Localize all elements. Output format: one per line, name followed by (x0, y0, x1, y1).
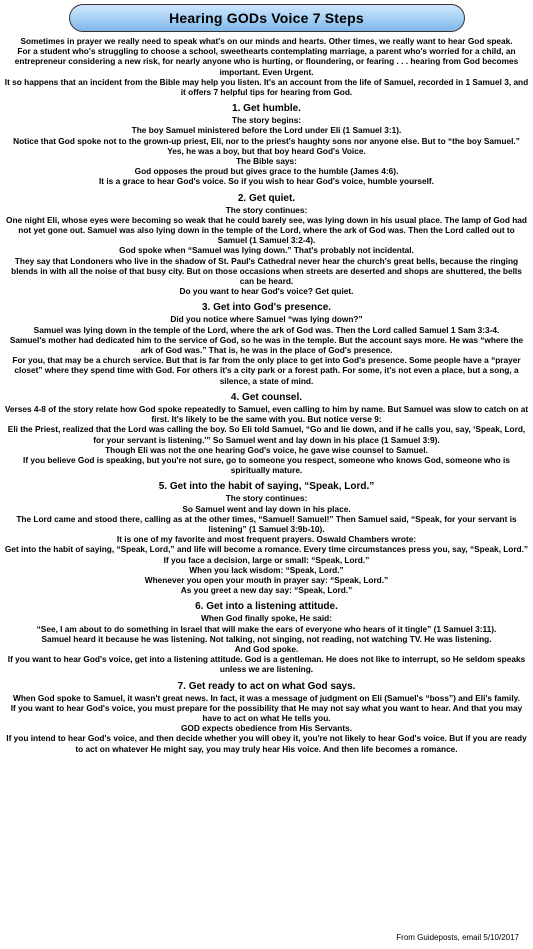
step-paragraph: It is a grace to hear God's voice. So if you wish to hear God's voice, humble yourself. (99, 176, 434, 187)
step-heading: 7. Get ready to act on what God says. (177, 680, 356, 692)
step-paragraph: If you believe God is speaking, but you're not sure, go to someone you respect, someone who knows God, someone who is spiritually mature. (23, 454, 510, 476)
step-paragraph: Verses 4-8 of the story relate how God spoke repeatedly to Samuel, even calling to him by name. But Samuel was slow to catch on at first. It's likely to be the same with you. But notice verse 9: (4, 403, 529, 425)
step-paragraph: Whenever you open your mouth in prayer say: “Speak, Lord.” (144, 574, 389, 585)
step-heading: 4. Get counsel. (230, 391, 303, 403)
step-heading: 5. Get into the habit of saying, “Speak, Lord.” (158, 481, 375, 493)
step-paragraph: They say that Londoners who live in the shadow of St. Paul's Cathedral never hear the church's great bells, because the ringing blends in with all the noise of that busy city. But on those occasions when streets are deserted and shops are shuttered, the bells can be heard. (11, 255, 522, 287)
step-paragraph: When God spoke to Samuel, it wasn't great news. In fact, it was a message of judgment on Eli (Samuel's “boss”) and Eli's family. (13, 692, 520, 703)
document-body (0, 36, 533, 754)
step-subheading: The Bible says: (236, 156, 297, 167)
step-heading: 2. Get quiet. (237, 192, 296, 204)
step-paragraph: Though Eli was not the one hearing God's voice, he gave wise counsel to Samuel. (105, 444, 428, 455)
step-paragraph: If you face a decision, large or small: “Speak, Lord.” (163, 554, 370, 565)
step-paragraph: Get into the habit of saying, “Speak, Lord,” and life will become a romance. Every time circumstances press you, say, “Speak, Lord.” (4, 544, 529, 555)
step-paragraph: Samuel's mother had dedicated him to the service of God, so he was in the temple. But the account says more. He was “where the ark of God was.” That is, he was in the place of God's presence. (9, 334, 524, 356)
step-subheading: When God finally spoke, He said: (201, 613, 332, 624)
step-paragraph: If you want to hear God's voice, you must prepare for the possibility that He may not say what you want to hear. And that you may have to act on what He tells you. (10, 702, 523, 723)
step-paragraph: The Lord came and stood there, calling as at the other times, “Samuel! Samuel!” Then Samuel said, “Speak, for your servant is listening” (1 Samuel 3:9b-10). (16, 513, 517, 534)
title-banner (0, 0, 533, 36)
step-heading: 1. Get humble. (232, 103, 301, 115)
intro-paragraph: For a student who's struggling to choose a school, sweethearts contemplating marriage, a parent who's worried for a child, an entrepreneur considering a new risk, for nearly anyone who is hurting, or floundering, or fearing . . . hearing from God becomes important. Even Urgent. (14, 46, 519, 77)
step-paragraph: One night Eli, whose eyes were becoming so weak that he could barely see, was lying down in his usual place. The lamp of God had not yet gone out. Samuel was also lying down in the temple of the Lord, where the ark of God was. Then the Lord called out to Samuel (1 Samuel 3:2-4). (6, 214, 527, 246)
step-paragraph: Do you want to hear God's voice? Get quiet. (179, 286, 354, 297)
step-paragraph: “See, I am about to do something in Israel that will make the ears of everyone who hears of it tingle” (1 Samuel 3:11). (36, 623, 497, 634)
step-heading: 3. Get into God's presence. (201, 302, 332, 314)
step-paragraph: As you greet a new day say: “Speak, Lord.” (180, 585, 353, 596)
step-paragraph: GOD expects obedience from His Servants. (180, 723, 353, 734)
intro-paragraph: Sometimes in prayer we really need to speak what's on our minds and hearts. Other times, we really want to hear God speak. (20, 36, 513, 46)
step-subheading: The story begins: (231, 115, 302, 126)
step-paragraph: Samuel heard it because he was listening. Not talking, not singing, not reading, not watching TV. He was listening. (41, 633, 492, 644)
step-subheading: The story continues: (225, 204, 308, 215)
step-paragraph: Eli the Priest, realized that the Lord was calling the boy. So Eli told Samuel, “Go and lie down, and if he calls you, say, ‘Speak, Lord, for your servant is listening.'” So Samuel went and lay down in his place (1 Samuel 3:9). (7, 424, 526, 445)
step-paragraph: It is one of my favorite and most frequent prayers. Oswald Chambers wrote: (116, 534, 417, 545)
intro-paragraph: It so happens that an incident from the Bible may help you listen. It's an account from the life of Samuel, recorded in 1 Samuel 3, and it offers 7 helpful tips for hearing from God. (4, 76, 529, 98)
step-paragraph: Notice that God spoke not to the grown-up priest, Eli, nor to the priest's haughty sons nor anyone else. But to “the boy Samuel.” Yes, he was a boy, but that boy heard God's Voice. (13, 135, 520, 156)
step-paragraph: And God spoke. (234, 643, 299, 654)
step-paragraph: So Samuel went and lay down in his place. (182, 503, 351, 514)
step-paragraph: For you, that may be a church service. But that is far from the only place to get into God's presence. Some people have a “prayer closet” where they spend time with God. For others it's a city park or a forest path. For some, it's not even a place, but a song, a silence, a state of mind. (12, 355, 521, 386)
step-paragraph: If you intend to hear God's voice, and then decide whether you will obey it, you're not likely to hear God's voice. But if you are ready to act on whatever He might say, you may truly hear His voice. And then life becomes a romance. (6, 733, 527, 754)
source-footer: From Guideposts, email 5/10/2017 (396, 933, 519, 942)
step-paragraph: God spoke when “Samuel was lying down.” That's probably not incidental. (119, 245, 414, 256)
step-paragraph: God opposes the proud but gives grace to the humble (James 4:6). (134, 166, 399, 177)
step-paragraph: The boy Samuel ministered before the Lord under Eli (1 Samuel 3:1). (131, 125, 402, 136)
step-paragraph: When you lack wisdom: “Speak, Lord.” (189, 564, 344, 575)
step-paragraph: Did you notice where Samuel “was lying down?” (170, 314, 363, 325)
step-subheading: The story continues: (225, 493, 308, 504)
step-paragraph: If you want to hear God's voice, get into a listening attitude. God is a gentleman. He does not like to interrupt, so He seldom speaks unless we are listening. (7, 654, 526, 675)
step-paragraph: Samuel was lying down in the temple of the Lord, where the ark of God was. Then the Lord called Samuel 1 Sam 3:3-4. (33, 324, 500, 335)
step-heading: 6. Get into a listening attitude. (195, 601, 338, 613)
page-title: Hearing GODs Voice 7 Steps (69, 4, 465, 32)
